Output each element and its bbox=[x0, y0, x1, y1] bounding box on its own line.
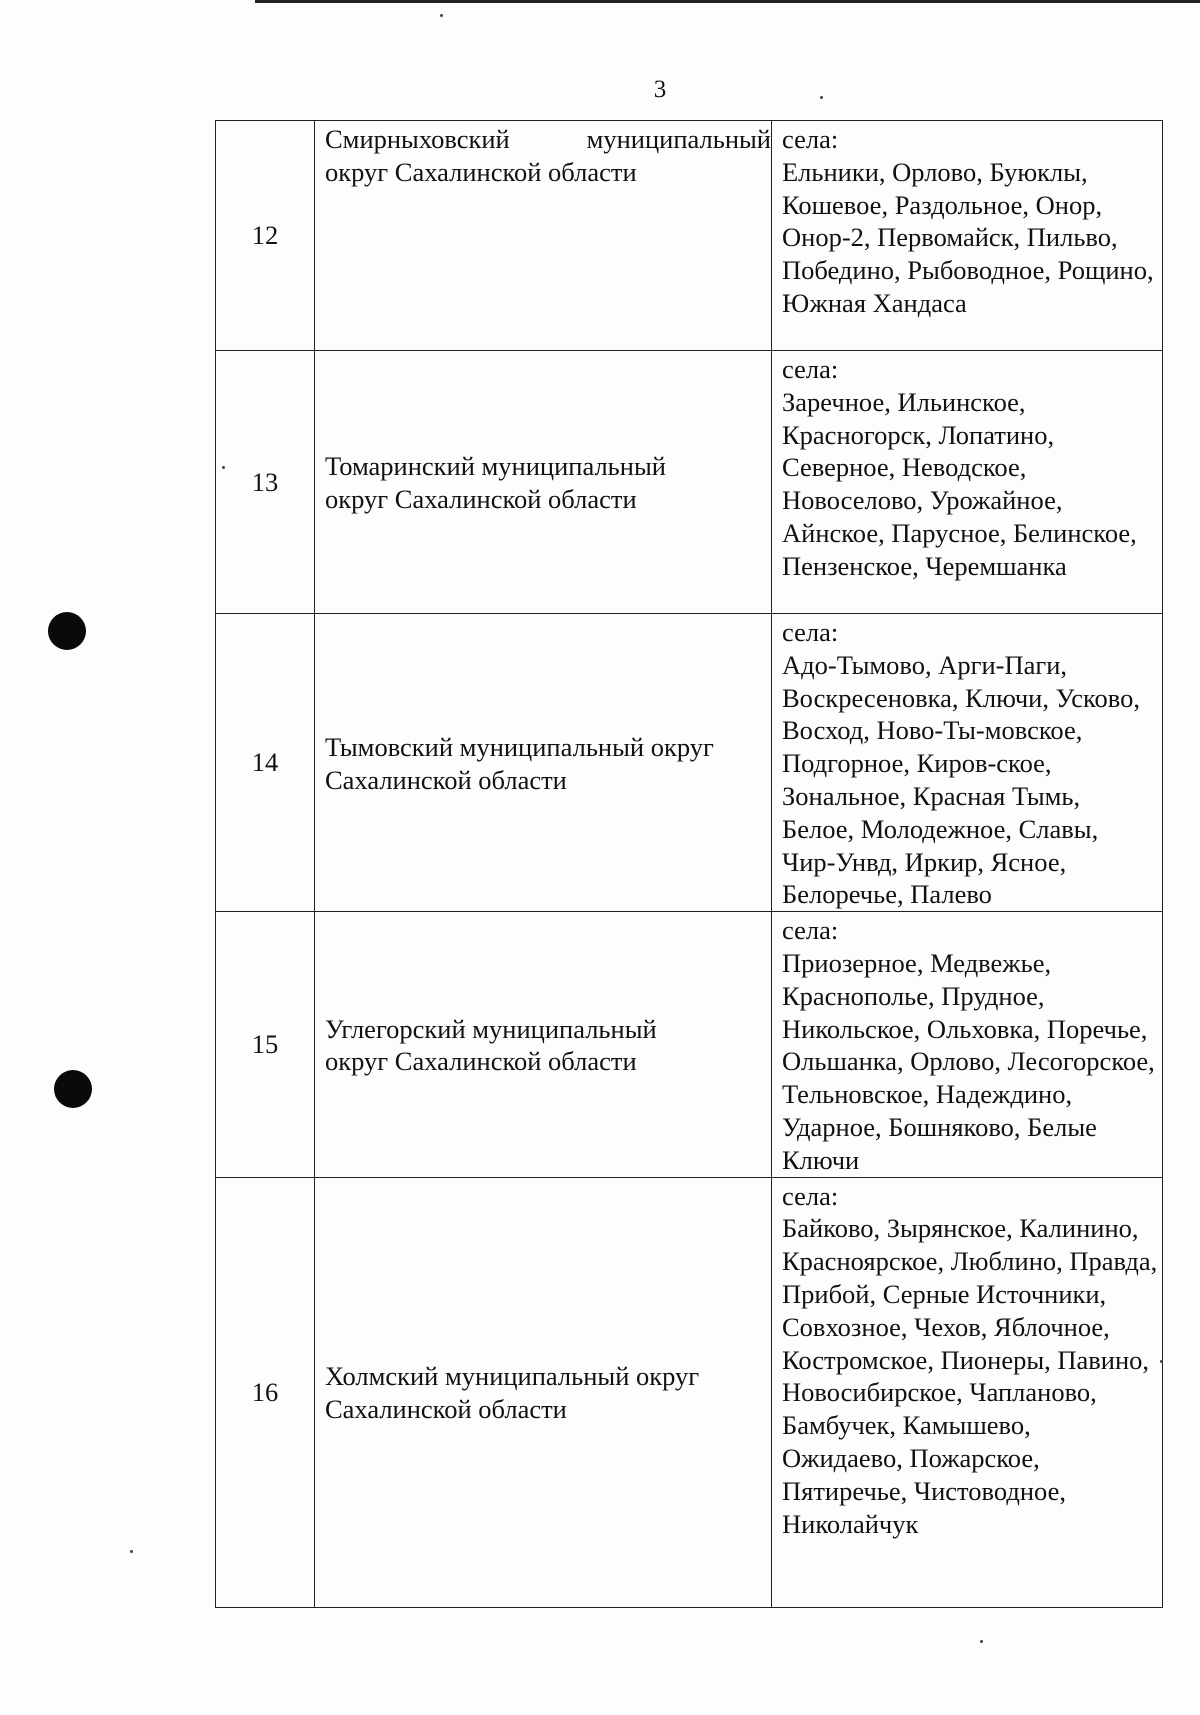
villages-cell bbox=[772, 1177, 1163, 1607]
villages-cell bbox=[772, 351, 1163, 614]
table-row bbox=[216, 121, 1163, 351]
district-name bbox=[315, 351, 772, 614]
district-name-line: Томаринский муниципальный bbox=[325, 451, 666, 482]
villages-list: Приозерное, Медвежье, Краснополье, Прудное, Никольское, Ольховка, Поречье, Ольшанка, Орлово, Лесогорское, Тельновское, Надеждино, Ударное, Бошняково, Белые Ключи bbox=[782, 947, 1155, 1175]
villages-label: села: bbox=[782, 354, 839, 384]
district-name-line: округ Сахалинской области bbox=[325, 156, 637, 187]
district-name bbox=[315, 121, 772, 351]
scan-speck bbox=[130, 1550, 133, 1553]
district-name-line: Смирныховский муниципальный bbox=[325, 124, 771, 154]
settlements-table bbox=[215, 120, 1163, 1608]
punch-hole-mark bbox=[54, 1070, 92, 1108]
villages-cell bbox=[772, 121, 1163, 351]
row-number: 14 bbox=[216, 614, 315, 912]
district-name-line: Холмский муниципальный округ bbox=[325, 1361, 700, 1392]
villages-list: Байково, Зырянское, Калинино, Красноярское, Люблино, Правда, Прибой, Серные Источники, Совхозное, Чехов, Яблочное, Костромское, Пионеры, Павино, Новосибирское, Чапланово, Бамбучек, Камышево, Ожидаево, Пожарское, Пятиречье, Чистоводное, Николайчук bbox=[782, 1213, 1158, 1539]
villages-list: Заречное, Ильинское, Красногорск, Лопатино, Северное, Неводское, Новоселово, Урожайное, Айнское, Парусное, Белинское, Пензенское, Черемшанка bbox=[782, 386, 1137, 581]
district-name-line: округ Сахалинской области bbox=[325, 1046, 637, 1077]
punch-hole-mark bbox=[48, 612, 86, 650]
villages-label: села: bbox=[782, 617, 839, 647]
row-number: 13 bbox=[216, 351, 315, 614]
district-name-line: округ Сахалинской области bbox=[325, 484, 637, 514]
scan-speck bbox=[1160, 1360, 1163, 1363]
row-number: 15 bbox=[216, 912, 315, 1177]
district-name bbox=[315, 614, 772, 912]
villages-label: села: bbox=[782, 915, 839, 946]
villages-cell bbox=[772, 614, 1163, 912]
top-scan-border bbox=[255, 0, 1200, 3]
villages-list: Адо-Тымово, Арги-Паги, Воскресеновка, Ключи, Усково, Восход, Ново-Ты-мовское, Подгорное, Киров-ское, Зональное, Красная Тымь, Белое, Молодежное, Славы, Чир-Унвд, Иркир, Ясное, Белоречье, Палево bbox=[782, 649, 1140, 910]
table-row bbox=[216, 351, 1163, 614]
villages-list: Ельники, Орлово, Буюклы, Кошевое, Раздольное, Онор, Онор-2, Первомайск, Пильво, Победино, Рыбоводное, Рощино, Южная Хандаса bbox=[782, 156, 1154, 318]
row-number: 16 bbox=[216, 1177, 315, 1607]
scan-speck bbox=[440, 14, 443, 17]
villages-label: села: bbox=[782, 1180, 839, 1211]
table-row bbox=[216, 614, 1163, 912]
district-name bbox=[315, 1177, 772, 1607]
row-number: 12 bbox=[216, 121, 315, 351]
district-name bbox=[315, 912, 772, 1177]
scan-speck bbox=[222, 466, 225, 469]
villages-label: села: bbox=[782, 124, 839, 154]
district-name-line: Углегорский муниципальный bbox=[325, 1013, 657, 1044]
scan-speck bbox=[980, 1640, 983, 1643]
table-row bbox=[216, 1177, 1163, 1607]
district-name-line: Сахалинской области bbox=[325, 764, 567, 795]
table-row bbox=[216, 912, 1163, 1177]
district-name-line: Сахалинской области bbox=[325, 1394, 567, 1425]
page-number: 3 bbox=[653, 76, 667, 103]
scan-speck bbox=[820, 96, 823, 99]
district-name-line: Тымовский муниципальный округ bbox=[325, 731, 714, 762]
villages-cell bbox=[772, 912, 1163, 1177]
